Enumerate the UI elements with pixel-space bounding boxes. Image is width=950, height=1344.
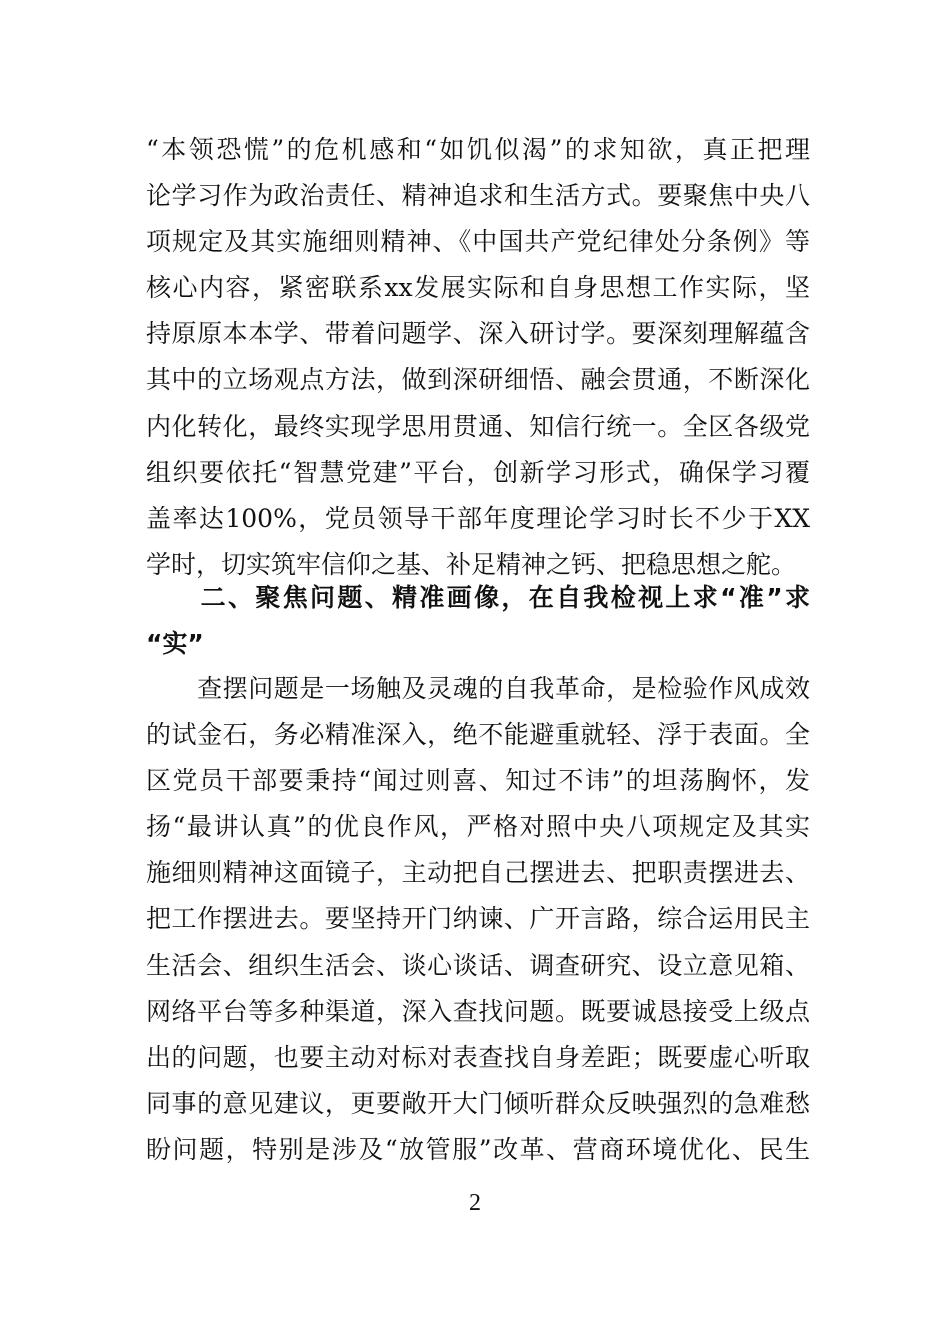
text-line: 组织要依托“智慧党建”平台，创新学习形式，确保学习覆 — [146, 457, 810, 487]
text-line: 同事的意见建议，更要敞开大门倾听群众反映强烈的急难愁 — [146, 1088, 810, 1118]
text-line: 施细则精神这面镜子，主动把自己摆进去、把职责摆进去、 — [146, 858, 810, 888]
text-line: 持原原本本学、带着问题学、深入研讨学。要深刻理解蕴含 — [146, 319, 810, 349]
text-line: “本领恐慌”的危机感和“如饥似渴”的求知欲，真正把理 — [146, 135, 810, 164]
paragraph-self-examination — [146, 666, 810, 1173]
heading-line: 二、聚焦问题、精准画像，在自我检视上求“准”求 — [146, 583, 810, 612]
text-line: 出的问题，也要主动对标对表查找自身差距；既要虚心听取 — [146, 1042, 810, 1072]
text-line: 论学习作为政治责任、精神追求和生活方式。要聚焦中央八 — [146, 181, 810, 211]
heading-line: “实” — [146, 629, 204, 659]
text-line: 盖率达100%，党员领导干部年度理论学习时长不少于XX — [146, 503, 810, 533]
text-line: 项规定及其实施细则精神、《中国共产党纪律处分条例》等 — [146, 227, 810, 257]
section-heading — [146, 575, 810, 667]
text-line: 扬“最讲认真”的优良作风，严格对照中央八项规定及其实 — [146, 812, 810, 842]
paragraph-study — [146, 127, 810, 588]
text-line: 其中的立场观点方法，做到深研细悟、融会贯通，不断深化 — [146, 365, 810, 395]
text-line: 内化转化，最终实现学思用贯通、知信行统一。全区各级党 — [146, 411, 810, 441]
page-number: 2 — [469, 1190, 481, 1216]
text-line: 区党员干部要秉持“闻过则喜、知过不讳”的坦荡胸怀，发 — [146, 766, 810, 796]
text-line: 网络平台等多种渠道，深入查找问题。既要诚恳接受上级点 — [146, 996, 810, 1026]
text-line: 核心内容，紧密联系xx发展实际和自身思想工作实际，坚 — [146, 273, 810, 303]
text-line: 查摆问题是一场触及灵魂的自我革命，是检验作风成效 — [146, 674, 810, 703]
text-line: 生活会、组织生活会、谈心谈话、调查研究、设立意见箱、 — [146, 950, 810, 980]
text-line: 把工作摆进去。要坚持开门纳谏、广开言路，综合运用民主 — [146, 904, 810, 934]
text-line: 盼问题，特别是涉及“放管服”改革、营商环境优化、民生 — [146, 1134, 810, 1164]
text-line: 学时，切实筑牢信仰之基、补足精神之钙、把稳思想之舵。 — [146, 549, 797, 579]
text-line: 的试金石，务必精准深入，绝不能避重就轻、浮于表面。全 — [146, 720, 810, 750]
